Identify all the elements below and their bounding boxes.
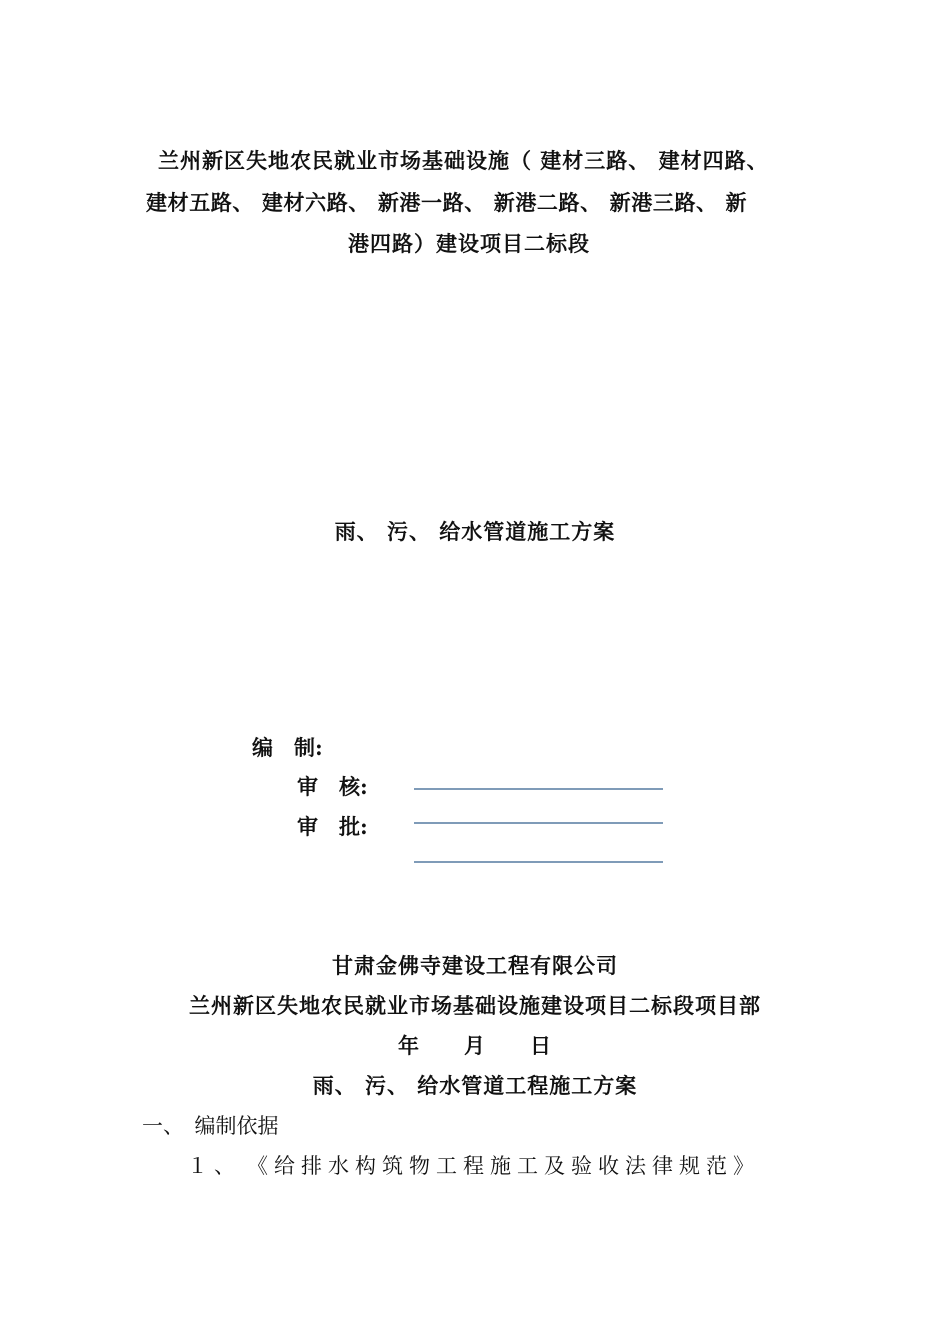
signature-review-label: 审 核: bbox=[297, 774, 368, 799]
item-1-heading: 一、 编制依据 bbox=[142, 1114, 279, 1138]
plan-title: 雨、 污、 给水管道施工方案 bbox=[334, 519, 616, 544]
project-department: 兰州新区失地农民就业市场基础设施建设项目二标段项目部 bbox=[189, 993, 761, 1018]
company-name: 甘肃金佛寺建设工程有限公司 bbox=[332, 953, 618, 978]
project-title-line-2: 建材五路、 建材六路、 新港一路、 新港二路、 新港三路、 新 bbox=[146, 190, 748, 215]
signature-approve-line bbox=[414, 822, 663, 824]
signature-review-line bbox=[414, 788, 663, 790]
project-title-line-1: 兰州新区失地农民就业市场基础设施（ 建材三路、 建材四路、 bbox=[158, 148, 769, 173]
date-line: 年 月 日 bbox=[398, 1033, 552, 1058]
signature-extra-line bbox=[414, 861, 663, 863]
signature-compile-label: 编 制: bbox=[252, 735, 323, 760]
project-title-line-3: 港四路）建设项目二标段 bbox=[348, 231, 590, 256]
item-1-1: １、 《给排水构筑物工程施工及验收法律规范》 bbox=[187, 1154, 760, 1178]
signature-approve-label: 审 批: bbox=[297, 814, 368, 839]
section-heading: 雨、 污、 给水管道工程施工方案 bbox=[312, 1073, 638, 1098]
